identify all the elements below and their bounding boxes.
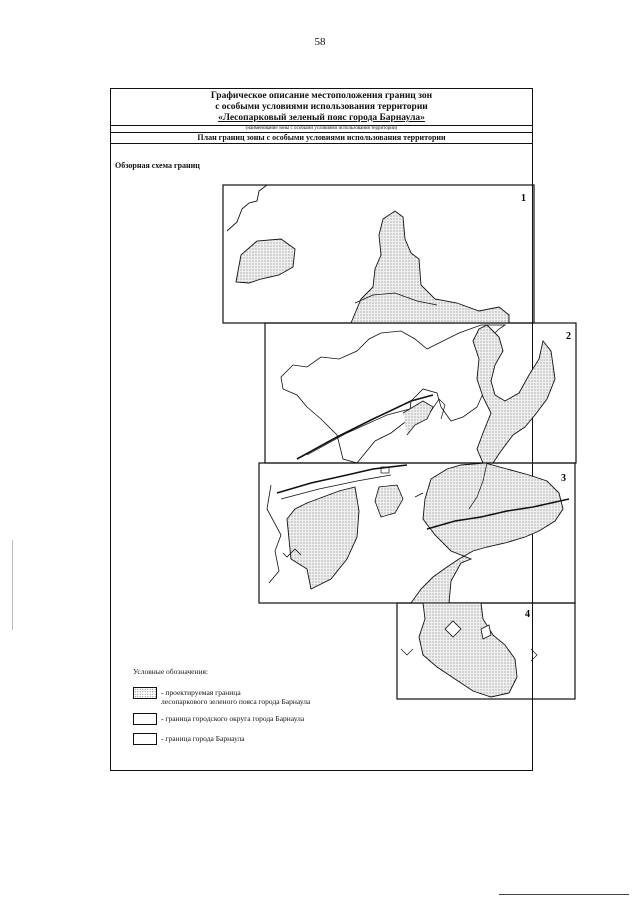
title-line-2: с особыми условиями использования территории xyxy=(215,102,428,112)
plan-title: План границ зоны с особыми условиями использования территории xyxy=(111,133,532,144)
sheet-3 xyxy=(259,463,575,603)
sheet-1-label: 1 xyxy=(521,193,526,204)
section-label: Обзорная схема границ xyxy=(115,161,200,170)
legend-item-label: - проектируемая граница лесопаркового зеленого пояса города Барнаула xyxy=(161,688,311,706)
sheet-4-label: 4 xyxy=(525,609,530,620)
legend-title: Условные обозначения: xyxy=(133,667,209,676)
sheet-4 xyxy=(397,603,575,699)
legend-swatch-bold xyxy=(133,733,157,745)
header-note: (наименование зоны с особыми условиями использования территории) xyxy=(111,126,532,133)
sheet-3-label: 3 xyxy=(561,473,566,484)
title-line-1: Графическое описание местоположения границ зон xyxy=(210,91,433,101)
legend-item-label: - граница города Барнаула xyxy=(161,734,245,743)
legend-swatch-dotted xyxy=(133,687,157,699)
title-line-3: «Лесопарковый зеленый пояс города Барнаула» xyxy=(218,113,425,123)
scan-artifact xyxy=(12,540,13,630)
legend-item-label: - граница городского округа города Барнаула xyxy=(161,714,305,723)
sheet-2 xyxy=(265,323,576,463)
legend-swatch-thin xyxy=(133,713,157,725)
sheet-1 xyxy=(223,185,534,323)
sheet-2-label: 2 xyxy=(566,331,571,342)
page-number: 58 xyxy=(314,36,326,48)
map-frame xyxy=(110,88,571,771)
footer-rule xyxy=(499,894,629,895)
